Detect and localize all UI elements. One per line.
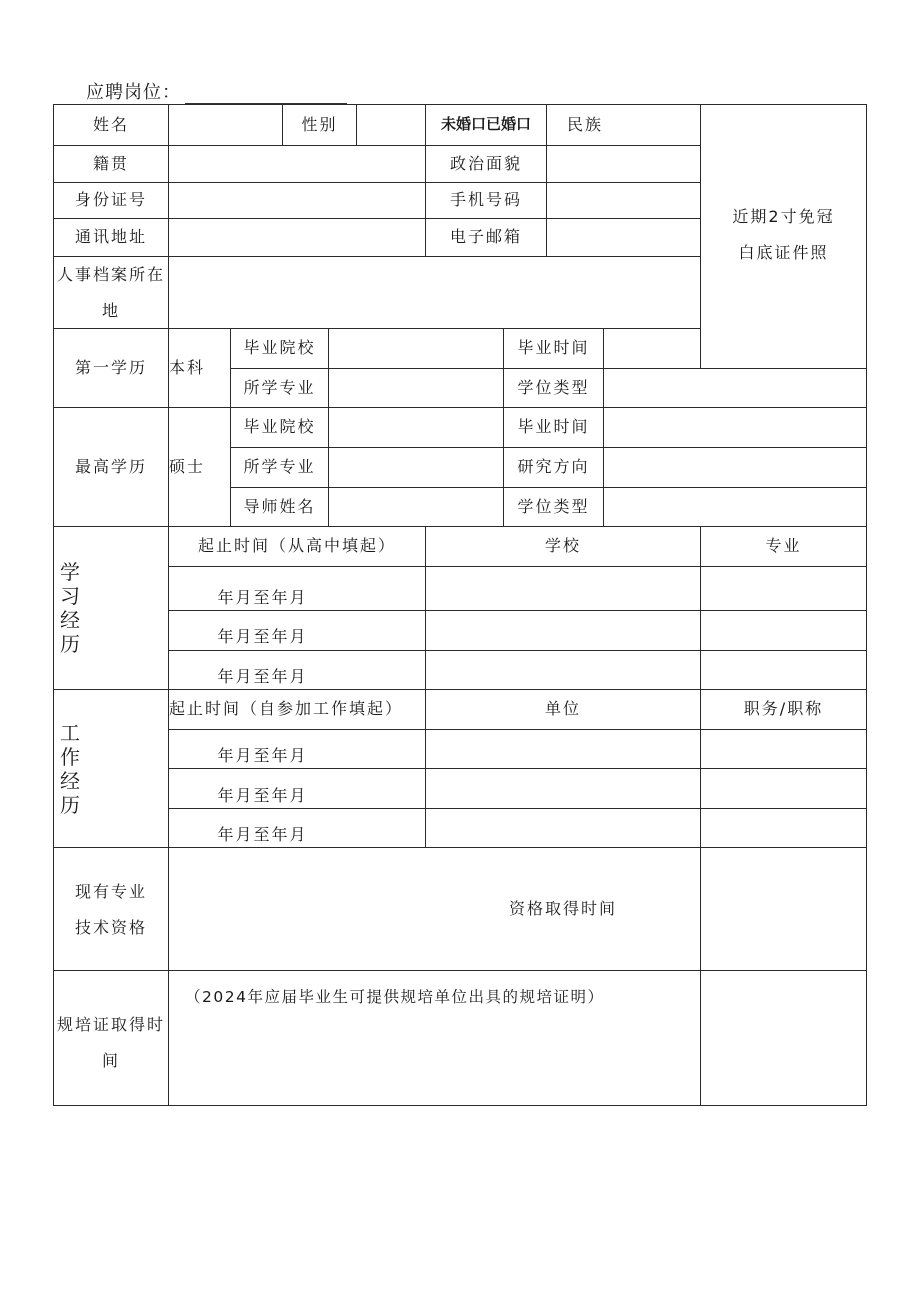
study-row-time[interactable]: 年月至年月 — [217, 626, 308, 646]
position-label: 应聘岗位： — [86, 82, 181, 103]
work-title-header: 职务/职称 — [743, 699, 824, 719]
qualification-label-line1: 现有专业 — [74, 882, 147, 901]
email-label: 电子邮箱 — [449, 227, 522, 247]
work-time-header: 起止时间（自参加工作填起） — [169, 699, 404, 719]
training-label-line1: 规培证取得时 — [56, 1014, 165, 1034]
file-location-label — [54, 257, 168, 328]
study-major-header: 专业 — [765, 536, 802, 556]
phone-field[interactable] — [547, 183, 700, 218]
email-field[interactable] — [547, 219, 700, 256]
id-number-field[interactable] — [169, 183, 425, 218]
ethnicity-field[interactable] — [623, 105, 700, 145]
highest-school-field[interactable] — [329, 408, 503, 447]
research-direction-field[interactable] — [604, 448, 866, 487]
highest-grad-time-label: 毕业时间 — [517, 417, 590, 437]
study-school-header: 学校 — [544, 536, 581, 556]
study-title-char: 习 — [60, 584, 82, 608]
id-number-label: 身份证号 — [74, 190, 147, 210]
first-degree-type-label: 学位类型 — [517, 377, 590, 397]
study-title-char: 学 — [60, 560, 82, 584]
work-row-time[interactable]: 年月至年月 — [217, 745, 308, 765]
address-field[interactable] — [169, 219, 425, 256]
study-history-title — [54, 527, 168, 689]
advisor-field[interactable] — [329, 488, 503, 526]
training-label-line2: 间 — [101, 1050, 120, 1070]
highest-grad-time-field[interactable] — [604, 408, 866, 447]
file-location-field[interactable] — [169, 257, 700, 328]
study-row-time[interactable]: 年月至年月 — [217, 666, 308, 686]
highest-school-label: 毕业院校 — [243, 417, 316, 437]
first-major-label: 所学专业 — [243, 377, 316, 397]
work-title-char: 经 — [60, 768, 82, 793]
study-title-char: 历 — [60, 632, 82, 656]
qualification-label-line2: 技术资格 — [74, 918, 147, 937]
name-label: 姓名 — [92, 114, 129, 134]
training-cert-label — [54, 1005, 168, 1080]
first-major-field[interactable] — [329, 369, 503, 407]
work-row-time[interactable]: 年月至年月 — [217, 785, 308, 805]
study-row-time[interactable]: 年月至年月 — [217, 588, 308, 608]
first-grad-time-field[interactable] — [604, 329, 700, 368]
study-time-header: 起止时间（从高中填起） — [197, 536, 396, 556]
study-title-char: 经 — [60, 608, 82, 632]
photo-placeholder[interactable] — [701, 195, 866, 275]
work-history-title — [54, 690, 168, 847]
photo-text-line2: 白底证件照 — [738, 243, 829, 262]
gender-label: 性别 — [301, 114, 338, 134]
name-field[interactable] — [169, 105, 282, 145]
native-place-field[interactable] — [169, 146, 425, 182]
page-header — [86, 78, 347, 104]
political-status-label: 政治面貌 — [449, 153, 522, 173]
research-direction-label: 研究方向 — [517, 457, 590, 477]
work-title-char: 作 — [60, 744, 82, 769]
position-blank[interactable] — [185, 85, 347, 104]
first-school-label: 毕业院校 — [243, 338, 316, 358]
first-school-field[interactable] — [329, 329, 503, 368]
work-row-time[interactable]: 年月至年月 — [217, 824, 308, 844]
highest-degree-type-field[interactable] — [604, 488, 866, 526]
qualification-time-label: 资格取得时间 — [508, 898, 617, 918]
highest-major-label: 所学专业 — [243, 457, 316, 477]
photo-text-line1: 近期2寸免冠 — [732, 207, 835, 226]
gender-field[interactable] — [357, 105, 425, 145]
highest-degree-type-label: 学位类型 — [517, 496, 590, 516]
native-place-label: 籍贯 — [92, 153, 129, 173]
file-location-label-line2: 地 — [101, 300, 120, 320]
training-cert-field[interactable] — [169, 1012, 866, 1105]
work-title-char: 工 — [60, 720, 82, 745]
file-location-label-line1: 人事档案所在 — [56, 264, 165, 284]
address-label: 通讯地址 — [74, 227, 147, 247]
phone-label: 手机号码 — [449, 190, 522, 210]
advisor-label: 导师姓名 — [243, 496, 316, 516]
work-title-char: 历 — [60, 792, 82, 817]
qualification-time-field[interactable] — [701, 848, 866, 970]
first-grad-time-label: 毕业时间 — [517, 338, 590, 358]
first-degree-level: 本科 — [169, 357, 206, 377]
work-unit-header: 单位 — [544, 699, 581, 719]
qualification-field[interactable] — [169, 848, 425, 970]
highest-major-field[interactable] — [329, 448, 503, 487]
first-degree-type-field[interactable] — [604, 369, 866, 407]
highest-degree-label: 最高学历 — [74, 456, 147, 476]
first-degree-label: 第一学历 — [74, 357, 147, 377]
marital-status-checkboxes[interactable]: 未婚口已婚口 — [440, 115, 531, 134]
highest-degree-level: 硕士 — [169, 456, 206, 476]
training-cert-note: （2024年应届毕业生可提供规培单位出具的规培证明） — [185, 987, 605, 1006]
political-status-field[interactable] — [547, 146, 700, 182]
qualification-label — [54, 860, 168, 960]
ethnicity-label: 民族 — [566, 114, 603, 134]
